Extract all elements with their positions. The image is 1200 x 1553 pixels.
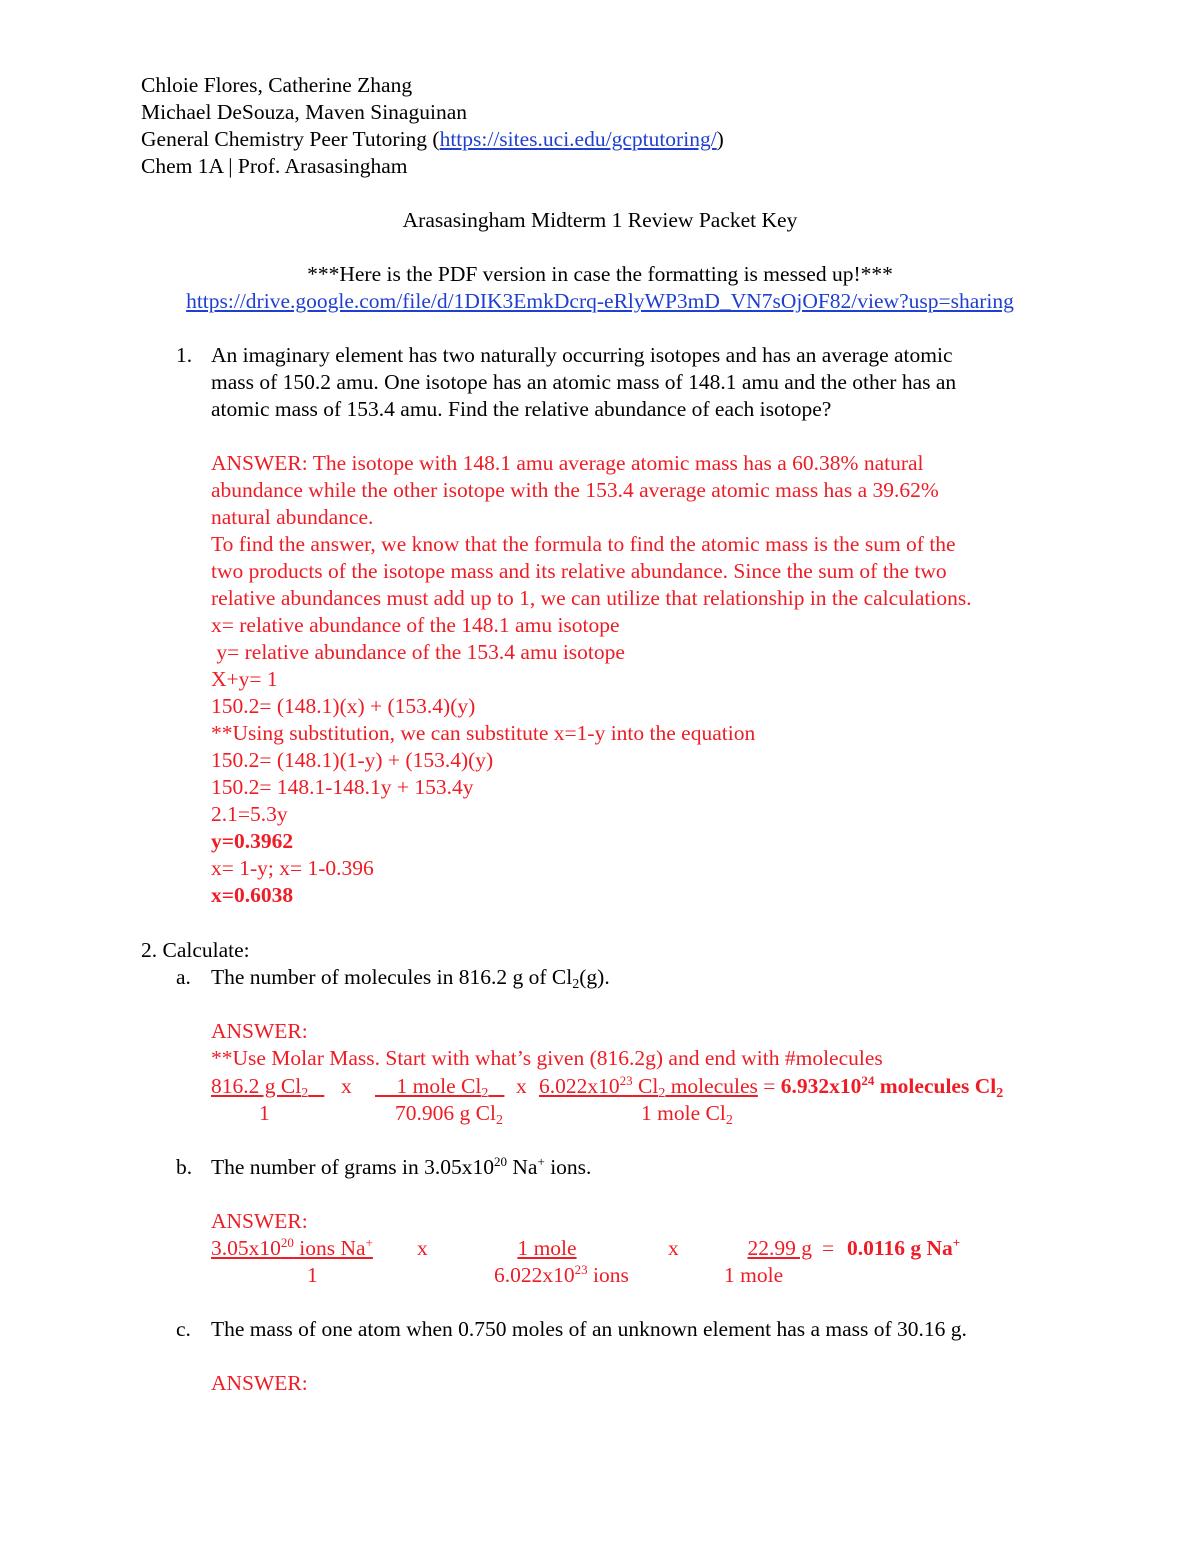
q1-line-2: mass of 150.2 amu. One isotope has an atomic mass of 148.1 amu and the other has an — [211, 370, 957, 394]
q2a-f3-num-post: molecules — [665, 1074, 758, 1098]
q2a-result-sub: 2 — [996, 1086, 1004, 1101]
q2b-times-1: x — [417, 1236, 428, 1260]
pdf-note: ***Here is the PDF version in case the formatting is messed up!*** — [307, 262, 893, 286]
q2a-f2-den-sub: 2 — [495, 1113, 503, 1128]
q2c-letter: c. — [176, 1317, 191, 1341]
q2a-question — [211, 964, 610, 991]
q2b-f2-den-sup: 23 — [574, 1262, 588, 1277]
q2a-f3-denominator — [641, 1100, 733, 1127]
q1-answer-line-6: relative abundances must add up to 1, we can utilize that relationship in the calculations. — [211, 586, 972, 610]
q1-y-result: y=0.3962 — [211, 829, 294, 853]
q1-answer-line-3: natural abundance. — [211, 505, 374, 529]
q2a-letter: a. — [176, 965, 191, 989]
q1-x-result: x=0.6038 — [211, 883, 294, 907]
q2a-result — [780, 1073, 1004, 1101]
q2b-f3-denominator: 1 mole — [724, 1263, 784, 1287]
q2b-text-post: ions. — [544, 1155, 592, 1179]
q2a-f3-numerator — [539, 1073, 758, 1101]
q2a-result-sup: 24 — [861, 1073, 875, 1088]
q2a-f3-num-text: 6.022x10 — [539, 1074, 620, 1098]
q2a-f1-denominator: 1 — [259, 1101, 270, 1125]
q2a-result-text: 6.932x10 — [780, 1074, 862, 1098]
q2b-f1-denominator: 1 — [307, 1263, 318, 1287]
program-prefix: General Chemistry Peer Tutoring ( — [141, 127, 440, 151]
q2b-sup2: + — [537, 1154, 545, 1169]
authors-line-1: Chloie Flores, Catherine Zhang — [141, 73, 413, 97]
q1-answer-line-4: To find the answer, we know that the formula to find the atomic mass is the sum of the — [211, 532, 956, 556]
q2b-f1-numerator — [211, 1235, 411, 1262]
q2b-text: The number of grams in 3.05x10 — [211, 1155, 495, 1179]
q2b-answer-label: ANSWER: — [211, 1209, 308, 1233]
q2b-result — [847, 1235, 960, 1262]
q2b-letter: b. — [176, 1155, 193, 1179]
q2a-hint: **Use Molar Mass. Start with what’s given (816.2g) and end with #molecules — [211, 1046, 883, 1070]
q2a-equals: = — [757, 1074, 781, 1098]
q2b-result-text: 0.0116 g Na — [847, 1236, 953, 1260]
course-line: Chem 1A | Prof. Arasasingham — [141, 154, 408, 178]
q2b-f1-num-post: ions Na — [293, 1236, 366, 1260]
q1-answer-line-13: 150.2= 148.1-148.1y + 153.4y — [211, 775, 474, 799]
q2a-sub: 2 — [572, 977, 580, 992]
q2a-f3-num-mid: Cl — [632, 1074, 659, 1098]
pdf-link — [0, 288, 1200, 315]
q2b-equals: = — [822, 1236, 835, 1260]
q2a-f3-and-result — [539, 1073, 1003, 1100]
q2a-f2-den-text: 70.906 g Cl — [395, 1101, 496, 1125]
q2b-f2-denominator — [494, 1262, 629, 1289]
q1-answer-line-11: **Using substitution, we can substitute x=1-y into the equation — [211, 721, 756, 745]
q1-answer-line-5: two products of the isotope mass and its relative abundance. Since the sum of the two — [211, 559, 947, 583]
q2a-text: The number of molecules in 816.2 g of Cl — [211, 965, 573, 989]
q2b-f1-num-text: 3.05x10 — [211, 1236, 281, 1260]
q2c-answer-label: ANSWER: — [211, 1371, 308, 1395]
q2b-times-2: x — [668, 1236, 679, 1260]
q2b-text-mid: Na — [507, 1155, 538, 1179]
q2a-f3-den-text: 1 mole Cl — [641, 1101, 726, 1125]
q2b-f1-num-sup: 20 — [280, 1235, 294, 1250]
q2c-question: The mass of one atom when 0.750 moles of an unknown element has a mass of 30.16 g. — [211, 1317, 967, 1341]
q2a-result-mid: molecules Cl — [874, 1074, 997, 1098]
q2a-f1-num-text: 816.2 g Cl — [211, 1074, 302, 1098]
q1-answer-line-12: 150.2= (148.1)(1-y) + (153.4)(y) — [211, 748, 494, 772]
q2a-f3-num-sup: 23 — [619, 1073, 633, 1088]
q2a-f3-num-sub: 2 — [658, 1086, 666, 1101]
program-link[interactable]: https://sites.uci.edu/gcptutoring/ — [439, 127, 717, 151]
q2a-f3-den-sub: 2 — [725, 1113, 733, 1128]
authors-line-2: Michael DeSouza, Maven Sinaguinan — [141, 100, 467, 124]
q1-x-step: x= 1-y; x= 1-0.396 — [211, 856, 374, 880]
pdf-link-anchor[interactable]: https://drive.google.com/file/d/1DIK3EmkDcrq-eRlyWP3mD_VN7sOjOF82/view?usp=sharing — [186, 289, 1014, 313]
q2b-f2-den-text: 6.022x10 — [494, 1263, 575, 1287]
page-title: Arasasingham Midterm 1 Review Packet Key — [402, 208, 798, 232]
q2b-question — [211, 1154, 591, 1181]
q2a-f2-denominator — [395, 1100, 503, 1127]
q2b-f1-num-sup2: + — [365, 1235, 373, 1250]
q1-answer-line-10: 150.2= (148.1)(x) + (153.4)(y) — [211, 694, 476, 718]
q1-answer-line-7: x= relative abundance of the 148.1 amu isotope — [211, 613, 620, 637]
program-suffix: ) — [716, 127, 724, 151]
q2a-times-2: x — [516, 1074, 527, 1098]
q1-answer-line-14: 2.1=5.3y — [211, 802, 288, 826]
q1-answer-line-8: y= relative abundance of the 153.4 amu isotope — [211, 640, 625, 664]
q2b-sup: 20 — [494, 1154, 508, 1169]
q1-answer-line-2: abundance while the other isotope with the 153.4 average atomic mass has a 39.62% — [211, 478, 939, 502]
q2a-f1-num-sub: 2 — [301, 1086, 309, 1101]
q2b-f2-numerator: 1 mole — [517, 1236, 577, 1260]
q2b-result-sup: + — [952, 1235, 961, 1250]
q2-heading: 2. Calculate: — [141, 938, 250, 962]
q2a-text-post: (g). — [579, 965, 610, 989]
q2b-f3-numerator: 22.99 g — [747, 1236, 812, 1260]
q2a-f2-numerator — [375, 1073, 504, 1100]
q1-answer-line-1: ANSWER: The isotope with 148.1 amu average atomic mass has a 60.38% natural — [211, 451, 924, 475]
q2b-f2-den-post: ions — [587, 1263, 629, 1287]
q1-line-1: An imaginary element has two naturally occurring isotopes and has an average atomic — [211, 343, 953, 367]
q1-answer-line-9: X+y= 1 — [211, 667, 278, 691]
q2a-f1-numerator — [211, 1073, 334, 1100]
q2a-f2-num-sub: 2 — [481, 1086, 489, 1101]
q2a-answer-label: ANSWER: — [211, 1019, 308, 1043]
q2a-f2-num-text: 1 mole Cl — [396, 1074, 482, 1098]
q2a-times-1: x — [341, 1074, 352, 1098]
q1-number: 1. — [176, 343, 193, 367]
program-line — [141, 126, 724, 153]
q1-line-3: atomic mass of 153.4 amu. Find the relative abundance of each isotope? — [211, 397, 832, 421]
